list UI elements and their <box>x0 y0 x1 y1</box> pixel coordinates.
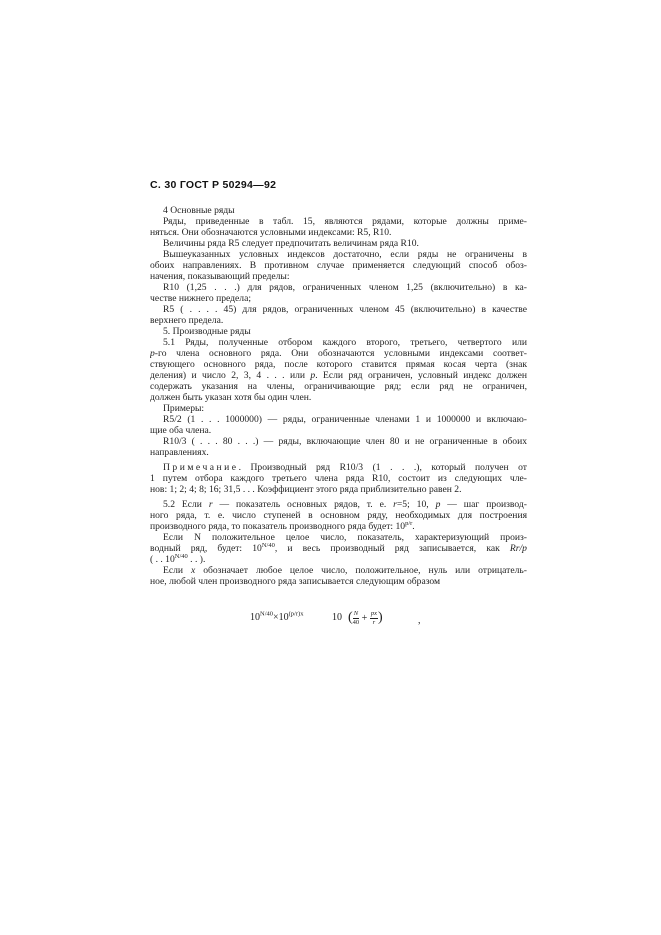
text-line <box>150 271 290 282</box>
text-line <box>163 216 527 227</box>
text-segment: Вышеуказанных условных индексов достаточно, если ряды не ограничены в <box>163 249 527 260</box>
text-segment: Примеры: <box>163 403 205 414</box>
text-line <box>163 532 527 543</box>
fraction-px-r: $\frac{px}{r}$ <box>370 610 377 627</box>
text-segment: 1 путем отбора каждого третьего члена ряда R10, состоит из следующих чле- <box>150 473 527 484</box>
text-line <box>150 484 462 495</box>
text-segment: Величины ряда R5 следует предпочитать величинам ряда R10. <box>163 238 419 249</box>
text-segment: водный ряд, будет: 10 <box>150 543 262 554</box>
text-line <box>150 227 391 238</box>
text-segment: . Если ряд ограничен, условный индекс должен <box>315 370 527 381</box>
text-line <box>163 282 527 293</box>
text-segment: ствующего основного ряда, после которого ставится прямая косая черта (знак <box>150 359 527 370</box>
formula-exponent: (p/r)x <box>288 610 304 618</box>
text-line <box>163 205 235 216</box>
text-line <box>163 249 527 260</box>
text-segment: r <box>208 499 213 510</box>
text-line <box>163 304 527 315</box>
text-line <box>163 403 204 414</box>
text-line <box>150 381 527 392</box>
text-line <box>163 337 527 348</box>
text-line <box>150 392 311 403</box>
formula-base: 10 <box>332 612 342 623</box>
text-segment: 5.2 Если <box>163 499 209 510</box>
text-line <box>150 370 527 381</box>
text-segment: Примечание <box>163 462 239 473</box>
text-segment: содержать указания на члены, ограничивающие ряд; если ряд не ограничен, <box>150 381 527 392</box>
text-line <box>150 521 415 532</box>
text-segment: производного ряда, то показатель производного ряда будет: 10 <box>150 521 406 532</box>
page-header: С. 30 ГОСТ Р 50294—92 <box>150 179 277 191</box>
text-line <box>163 326 251 337</box>
text-segment: Если N положительное целое число, показатель, характеризующий произ- <box>163 532 527 543</box>
text-segment: — шаг производ- <box>440 499 527 510</box>
text-segment: R10/3 ( . . . 80 . . .) — ряды, включающие член 80 и не ограниченные в обоих <box>163 436 527 447</box>
text-segment: честве нижнего предела; <box>150 293 251 304</box>
text-line <box>150 348 527 359</box>
text-segment: p <box>310 370 316 381</box>
superscript: N/40 <box>261 543 275 549</box>
text-line <box>150 260 527 271</box>
text-line <box>150 554 205 565</box>
text-segment: нов: 1; 2; 4; 8; 16; 31,5 . . . Коэффициент этого ряда приблизительно равен 2. <box>150 484 462 495</box>
text-segment: — показатель основных рядов, т. е. <box>212 499 394 510</box>
text-line <box>150 510 527 521</box>
text-line <box>163 462 527 473</box>
text-line <box>163 565 527 576</box>
text-segment: Если <box>163 565 191 576</box>
formula-times: × <box>273 612 279 623</box>
text-segment: направлениях. <box>150 447 209 458</box>
text-segment: начения, показывающий пределы: <box>150 271 290 282</box>
text-line <box>150 447 209 458</box>
formula-base: 10 <box>278 612 289 623</box>
text-segment: . <box>412 521 415 532</box>
text-segment: x <box>190 565 196 576</box>
fraction-n-40: $\frac{N}{40}$ <box>352 610 360 627</box>
text-line <box>150 576 440 587</box>
text-line <box>150 543 527 554</box>
text-segment: щие оба члена. <box>150 425 212 436</box>
text-segment: Ряды, приведенные в табл. 15, являются рядами, которые должны приме- <box>163 216 527 227</box>
text-line <box>150 293 251 304</box>
text-segment: p <box>150 348 155 359</box>
text-segment: R5 ( . . . . 45) для рядов, ограниченных членом 45 (включительно) в качестве <box>163 304 527 315</box>
text-line <box>150 359 527 370</box>
text-segment: ( . . 10 <box>150 554 175 565</box>
derived-series-formula: $10^{N/40}\times 10^{(p/r)x}$ 10 ( $\frac{N}{40}$ + $\frac{px}{r}$ ) , <box>250 610 421 627</box>
text-line <box>150 425 211 436</box>
text-segment: -го члена основного ряда. Они обозначаются условными индексами соответ- <box>154 348 527 359</box>
text-segment: p <box>435 499 441 510</box>
superscript: p/r <box>405 520 413 527</box>
text-segment: Rr/p <box>509 543 527 554</box>
text-segment: =5; 10, <box>396 499 436 510</box>
text-segment: 5.1 Ряды, полученные отбором каждого второго, третьего, четвертого или <box>163 337 527 348</box>
text-line <box>150 315 223 326</box>
text-segment: верхнего предела. <box>150 315 224 326</box>
text-segment: 4 Основные ряды <box>163 205 235 216</box>
text-segment: няться. Они обозначаются условными индексами: R5, R10. <box>150 227 392 238</box>
text-segment: ное, любой член производного ряда записывается следующим образом <box>150 576 441 587</box>
text-line <box>150 473 527 484</box>
text-segment: обоих направлениях. В противном случае применяется следующий способ обоз- <box>150 260 527 271</box>
text-segment: . Производный ряд R10/3 (1 . . .), который получен от <box>238 462 527 473</box>
text-segment: r <box>393 499 397 510</box>
text-line <box>163 436 527 447</box>
text-line <box>163 238 419 249</box>
text-segment: , и весь производный ряд записывается, как <box>274 543 510 554</box>
text-segment: деления) и число 2, 3, 4 . . . или <box>150 370 311 381</box>
text-segment: . . ). <box>187 554 206 565</box>
text-segment: должен быть указан хотя бы один член. <box>150 392 312 403</box>
text-segment: обозначает любое целое число, положительное, нуль или отрицатель- <box>195 565 527 576</box>
formula-base: 10 <box>250 612 260 623</box>
text-line <box>163 414 527 425</box>
text-line <box>163 499 527 510</box>
formula-exponent: N/40 <box>260 610 273 618</box>
text-segment: 5. Производные ряды <box>163 326 251 337</box>
text-segment: R5/2 (1 . . . 1000000) — ряды, ограниченные членами 1 и 1000000 и включаю- <box>163 414 527 425</box>
text-segment: ного ряда, т. е. число ступеней в основном ряду, необходимых для построения <box>150 510 527 521</box>
text-segment: R10 (1,25 . . .) для рядов, ограниченных членом 1,25 (включительно) в ка- <box>163 282 527 293</box>
superscript: N/40 <box>174 553 188 560</box>
